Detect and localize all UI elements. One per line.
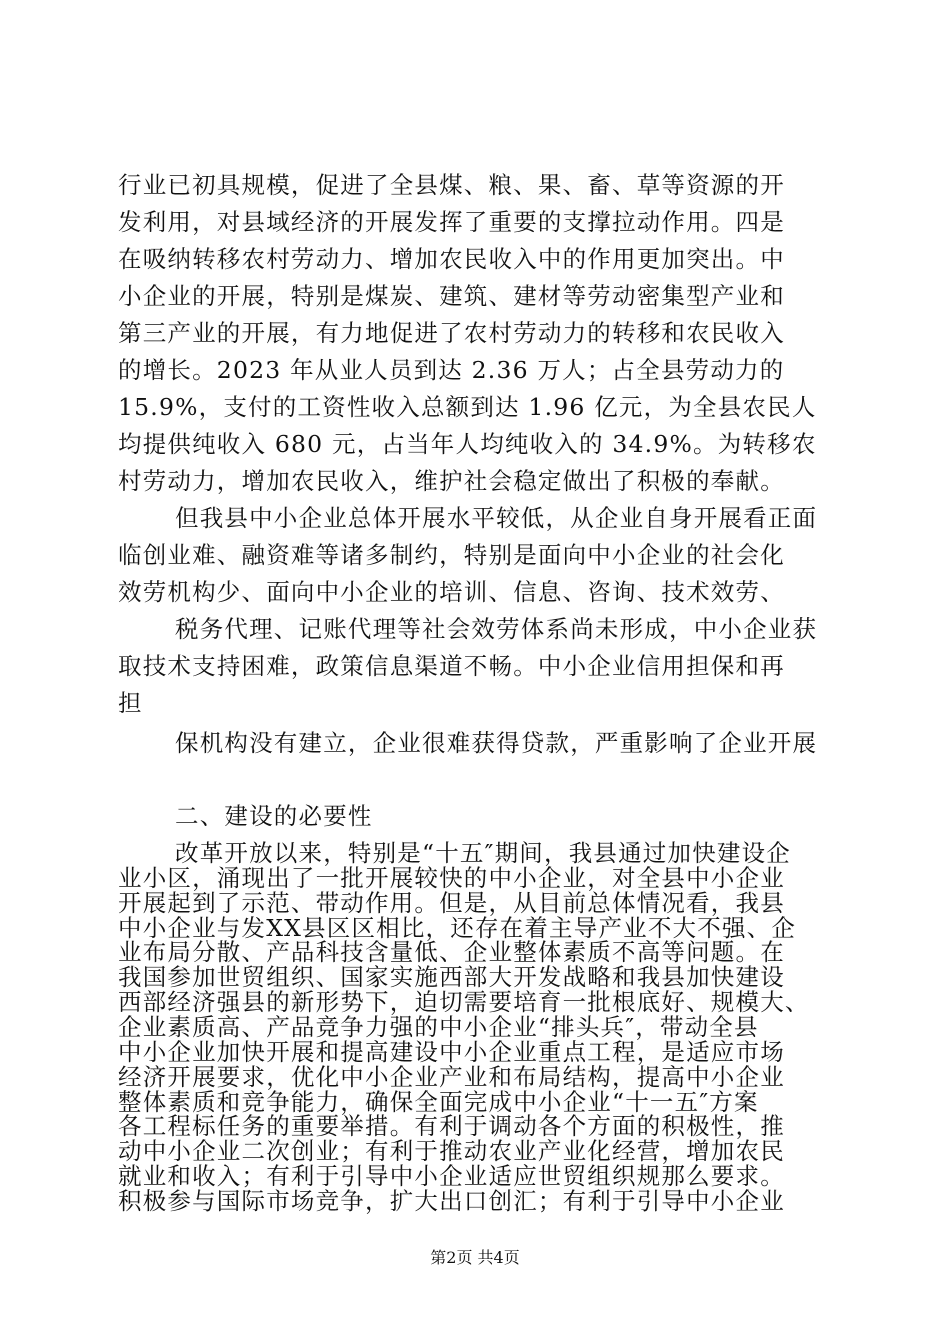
text-line: 在吸纳转移农村劳动力、增加农民收入中的作用更加突出。中: [118, 245, 785, 273]
text-line: 第三产业的开展，有力地促进了农村劳动力的转移和农民收入: [118, 319, 785, 347]
text-line: 担: [118, 689, 143, 717]
text-line: 各工程标任务的重要举措。有利于调动各个方面的积极性，推: [118, 1112, 785, 1140]
text-line: 我国参加世贸组织、国家实施西部大开发战略和我县加快建设: [118, 963, 785, 991]
text-line: 取技术支持困难，政策信息渠道不畅。中小企业信用担保和再: [118, 652, 785, 680]
page-footer: 第2页 共4页: [430, 1248, 520, 1267]
text-line: 发利用，对县域经济的开展发挥了重要的支撑拉动作用。四是: [118, 208, 785, 236]
text-line: 业布局分散、产品科技含量低、企业整体素质不高等问题。在: [118, 938, 785, 966]
text-line: 15.9%，支付的工资性收入总额到达 1.96 亿元，为全县农民人: [118, 393, 817, 421]
text-line: 就业和收入；有利于引导中小企业适应世贸组织规那么要求。: [118, 1162, 785, 1190]
text-line: 行业已初具规模，促进了全县煤、粮、果、畜、草等资源的开: [118, 171, 785, 199]
text-line: 西部经济强县的新形势下，迫切需要培育一批根底好、规模大、: [118, 988, 810, 1016]
text-line: 动中小企业二次创业；有利于推动农业产业化经营，增加农民: [118, 1137, 785, 1165]
text-line: 小企业的开展，特别是煤炭、建筑、建材等劳动密集型产业和: [118, 282, 785, 310]
text-line: 均提供纯收入 680 元，占当年人均纯收入的 34.9%。为转移农: [118, 430, 817, 458]
text-line: 中小企业加快开展和提高建设中小企业重点工程，是适应市场: [118, 1038, 785, 1066]
text-line: 效劳机构少、面向中小企业的培训、信息、咨询、技术效劳、: [118, 578, 785, 606]
text-line: 税务代理、记账代理等社会效劳体系尚未形成，中小企业获: [175, 615, 818, 643]
text-line: 业小区，涌现出了一批开展较快的中小企业，对全县中小企业: [118, 864, 785, 892]
text-line: 村劳动力，增加农民收入，维护社会稳定做出了积极的奉献。: [118, 467, 785, 495]
text-line: 整体素质和竞争能力，确保全面完成中小企业“十一五″方案: [118, 1088, 759, 1116]
text-line: 保机构没有建立，企业很难获得贷款，严重影响了企业开展: [175, 729, 818, 757]
text-line: 改革开放以来，特别是“十五″期间，我县通过加快建设企: [175, 839, 791, 867]
text-line: 积极参与国际市场竞争，扩大出口创汇；有利于引导中小企业: [118, 1187, 785, 1215]
text-line: 但我县中小企业总体开展水平较低，从企业自身开展看正面: [175, 504, 818, 532]
text-line: 开展起到了示范、带动作用。但是，从目前总体情况看，我县: [118, 889, 785, 917]
text-line: 的增长。2023 年从业人员到达 2.36 万人；占全县劳动力的: [118, 356, 785, 384]
text-line: 中小企业与发XX县区区相比，还存在着主导产业不大不强、企: [118, 914, 797, 942]
section-heading: 二、建设的必要性: [175, 802, 373, 830]
text-line: 临创业难、融资难等诸多制约，特别是面向中小企业的社会化: [118, 541, 785, 569]
text-line: 经济开展要求，优化中小企业产业和布局结构，提高中小企业: [118, 1063, 785, 1091]
text-line: 企业素质高、产品竞争力强的中小企业“排头兵″，带动全县: [118, 1013, 759, 1041]
